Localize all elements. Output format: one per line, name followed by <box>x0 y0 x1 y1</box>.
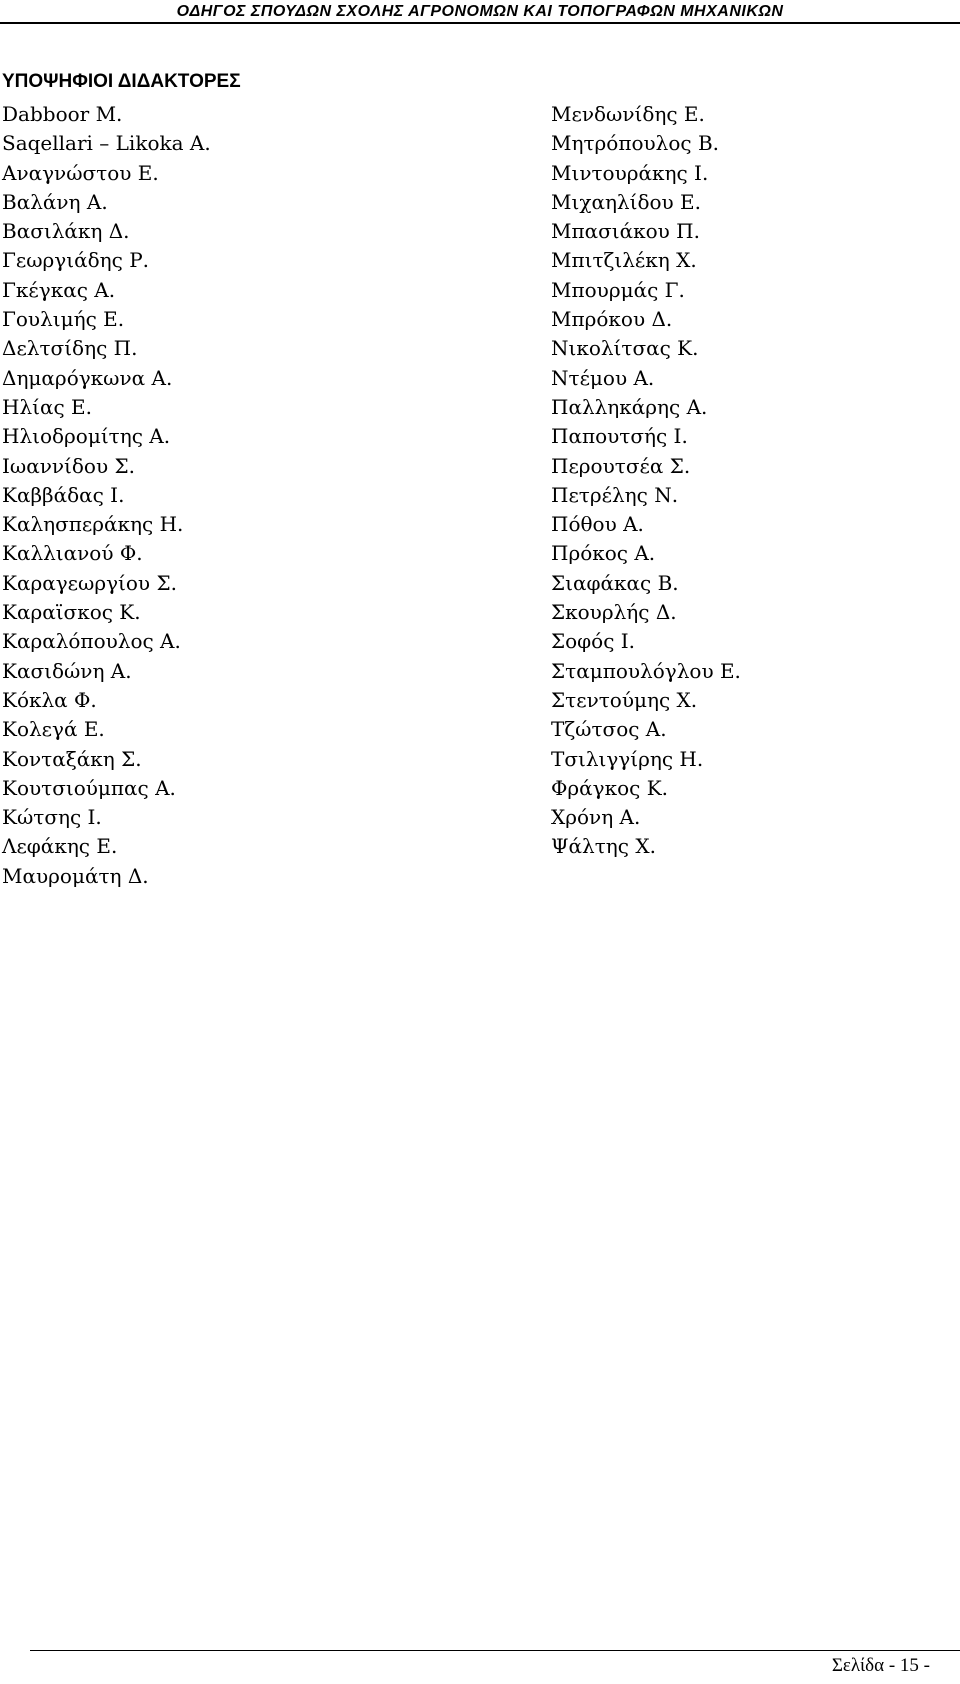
list-item: Ντέμου Α. <box>551 365 655 390</box>
list-item: Σταμπουλόγλου Ε. <box>551 658 741 683</box>
names-list-right <box>551 100 741 862</box>
list-item: Μιχαηλίδου Ε. <box>551 189 701 214</box>
list-item: Σοφός Ι. <box>551 629 636 654</box>
list-item: Γεωργιάδης Ρ. <box>2 248 150 273</box>
list-item: Ηλιοδρομίτης Α. <box>2 424 171 449</box>
list-item: Περουτσέα Σ. <box>551 453 691 478</box>
list-item: Κονταξάκη Σ. <box>2 746 142 771</box>
list-item: Μενδωνίδης Ε. <box>551 102 705 126</box>
list-item: Βασιλάκη Δ. <box>2 219 130 244</box>
list-item: Νικολίτσας Κ. <box>551 336 699 361</box>
list-item: Γουλιμής Ε. <box>2 307 125 332</box>
list-item: Σιαφάκας Β. <box>551 570 679 595</box>
list-item: Μπουρμάς Γ. <box>551 277 685 302</box>
list-item: Καλησπεράκης Η. <box>2 512 184 537</box>
list-item: Γκέγκας Α. <box>2 277 116 302</box>
list-item: Αναγνώστου Ε. <box>2 160 159 185</box>
list-item: Μητρόπουλος Β. <box>551 131 719 156</box>
section-title: ΥΠΟΨΗΦΙΟΙ ΔΙΔΑΚΤΟΡΕΣ <box>2 71 241 92</box>
list-item: Παλληκάρης Α. <box>551 394 708 419</box>
list-item: Καββάδας Ι. <box>2 482 125 507</box>
footer-divider <box>30 1650 960 1651</box>
page-number: Σελίδα - 15 - <box>831 1655 930 1676</box>
list-item: Τσιλιγγίρης Η. <box>551 746 704 771</box>
list-item: Μπρόκου Δ. <box>551 307 673 332</box>
header-divider <box>0 22 960 24</box>
list-item: Πρόκος Α. <box>551 541 656 566</box>
list-item: Δελτσίδης Π. <box>2 336 138 361</box>
list-item: Καλλιανού Φ. <box>2 541 143 566</box>
list-item: Καραλόπουλος Α. <box>2 629 181 654</box>
list-item: Κόκλα Φ. <box>2 687 97 712</box>
list-item: Λεφάκης Ε. <box>2 834 118 859</box>
list-item: Παπουτσής Ι. <box>551 424 688 449</box>
list-item: Μπιτζιλέκη Χ. <box>551 248 697 273</box>
list-item: Βαλάνη Α. <box>2 189 108 214</box>
list-item: Ψάλτης Χ. <box>551 834 656 859</box>
running-header: ΟΔΗΓΟΣ ΣΠΟΥΔΩΝ ΣΧΟΛΗΣ ΑΓΡΟΝΟΜΩΝ ΚΑΙ ΤΟΠΟΓΡΑΦΩΝ ΜΗΧΑΝΙΚΩΝ <box>176 3 784 20</box>
list-item: Κώτσης Ι. <box>2 805 102 830</box>
list-item: Κασιδώνη Α. <box>2 658 132 683</box>
list-item: Σκουρλής Δ. <box>551 600 677 625</box>
list-item: Ηλίας Ε. <box>2 394 92 419</box>
list-item: Μιντουράκης Ι. <box>551 160 709 185</box>
list-item: Καραγεωργίου Σ. <box>2 570 177 595</box>
list-item: Ιωαννίδου Σ. <box>2 453 135 478</box>
list-item: Dabboor M. <box>2 102 123 126</box>
list-item: Πετρέλης Ν. <box>551 482 679 507</box>
list-item: Χρόνη Α. <box>551 805 641 830</box>
names-list-left <box>2 100 211 891</box>
list-item: Μαυρομάτη Δ. <box>2 863 149 888</box>
list-item: Μπασιάκου Π. <box>551 219 700 244</box>
list-item: Κολεγά Ε. <box>2 717 105 742</box>
list-item: Saqellari – Likoka A. <box>2 131 211 156</box>
list-item: Φράγκος Κ. <box>551 775 669 800</box>
list-item: Δημαρόγκωνα Α. <box>2 365 173 390</box>
list-item: Στεντούμης Χ. <box>551 687 698 712</box>
list-item: Καραϊσκος Κ. <box>2 600 141 625</box>
list-item: Κουτσιούμπας Α. <box>2 775 176 800</box>
list-item: Τζώτσος Α. <box>551 717 667 742</box>
list-item: Πόθου Α. <box>551 512 644 537</box>
